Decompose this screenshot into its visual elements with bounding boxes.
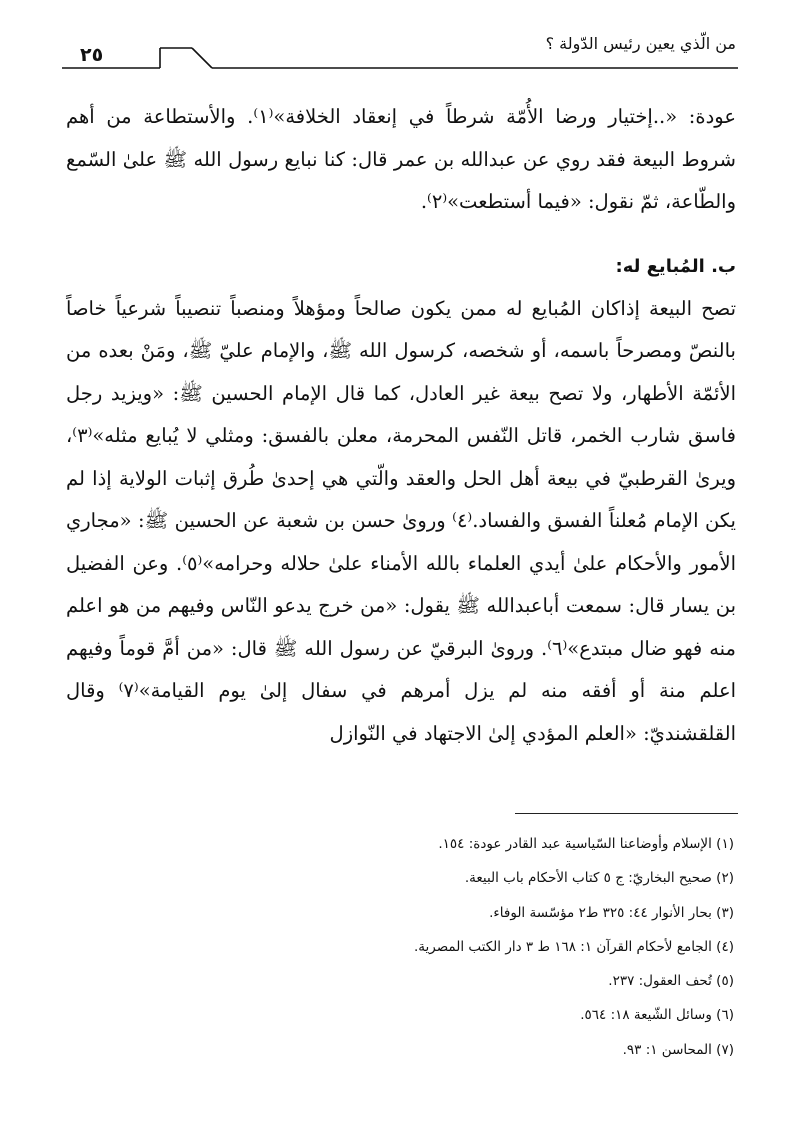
- footnotes: [234, 827, 734, 1067]
- footnote-2: (٢) صحيح البخاريّ: ج ٥ كتاب الأحكام باب البيعة.: [464, 870, 734, 887]
- footnote-separator: [515, 813, 738, 814]
- page-number: ٢٥: [80, 44, 104, 66]
- footnote-5: (٥) تُحف العقول: ٢٣٧.: [608, 973, 734, 990]
- paragraph-1: عودة: «..إختيار ورضا الأُمّة شرطاً في إنعقاد الخلافة»⁽١⁾. والأستطاعة من أهم شروط البيعة فقد روي عن عبدالله بن عمر قال: كنا نبايع رسول الله ﷺ علىٰ السّمع والطّاعة، ثمّ نقول: «فيما أستطعت»⁽٢⁾.: [66, 105, 736, 213]
- running-title: من الّذي يعين رئيس الدّولة ؟: [545, 34, 736, 53]
- footnote-6: (٦) وسائل الشّيعة ١٨: ٥٦٤.: [580, 1007, 734, 1024]
- footnote-3: (٣) بحار الأنوار ٤٤: ٣٢٥ ط٢ مؤسّسة الوفاء.: [489, 904, 734, 921]
- main-text: [66, 96, 736, 755]
- section-heading: ب. المُبايع له:: [615, 255, 736, 277]
- paragraph-2: تصح البيعة إذاكان المُبايع له ممن يكون صالحاً ومؤهلاً ومنصباً تنصيباً شرعياً خاصاً بالنصّ ومصرحاً باسمه، أو شخصه، كرسول الله ﷺ، والإمام عليّ ﷺ، ومَنْ بعده من الأئمّة الأطهار، ولا تصح بيعة غير العادل، كما قال الإمام الحسين ﷺ: «ويزيد رجل فاسق شارب الخمر، قاتل النّفس المحرمة، معلن بالفسق: ومثلي لا يُبايع مثله»⁽٣⁾، ويرىٰ القرطبيّ في بيعة أهل الحل والعقد والّتي هي إحدىٰ طُرق إثبات الولاية إذا لم يكن الإمام مُعلناً الفسق والفساد.⁽٤⁾ وروىٰ حسن بن شعبة عن الحسين ﷺ: «مجاري الأمور والأحكام علىٰ أيدي العلماء بالله الأمناء علىٰ حلاله وحرامه»⁽٥⁾. وعن الفضيل بن يسار قال: سمعت أباعبدالله ﷺ يقول: «من خرج يدعو النّاس وفيهم من هو اعلم منه فهو ضال مبتدع»⁽٦⁾. وروىٰ البرقيّ عن رسول الله ﷺ قال: «من أمَّ قوماً وفيهم اعلم منة أو أفقه منه لم يزل أمرهم في سفال إلىٰ يوم القيامة»⁽٧⁾ وقال القلقشنديّ: «العلم المؤدي إلىٰ الاجتهاد في النّوازل: [66, 296, 736, 745]
- paragraph-spacer: [66, 224, 736, 246]
- footnote-1: (١) الإسلام وأوضاعنا السّياسية عبد القادر عودة: ١٥٤.: [438, 836, 734, 852]
- footnote-4: (٤) الجامع لأحكام القرآن ١: ١٦٨ ط ٣ دار الكتب المصرية.: [413, 938, 734, 955]
- footnote-7: (٧) المحاسن ١: ٩٣.: [622, 1041, 734, 1058]
